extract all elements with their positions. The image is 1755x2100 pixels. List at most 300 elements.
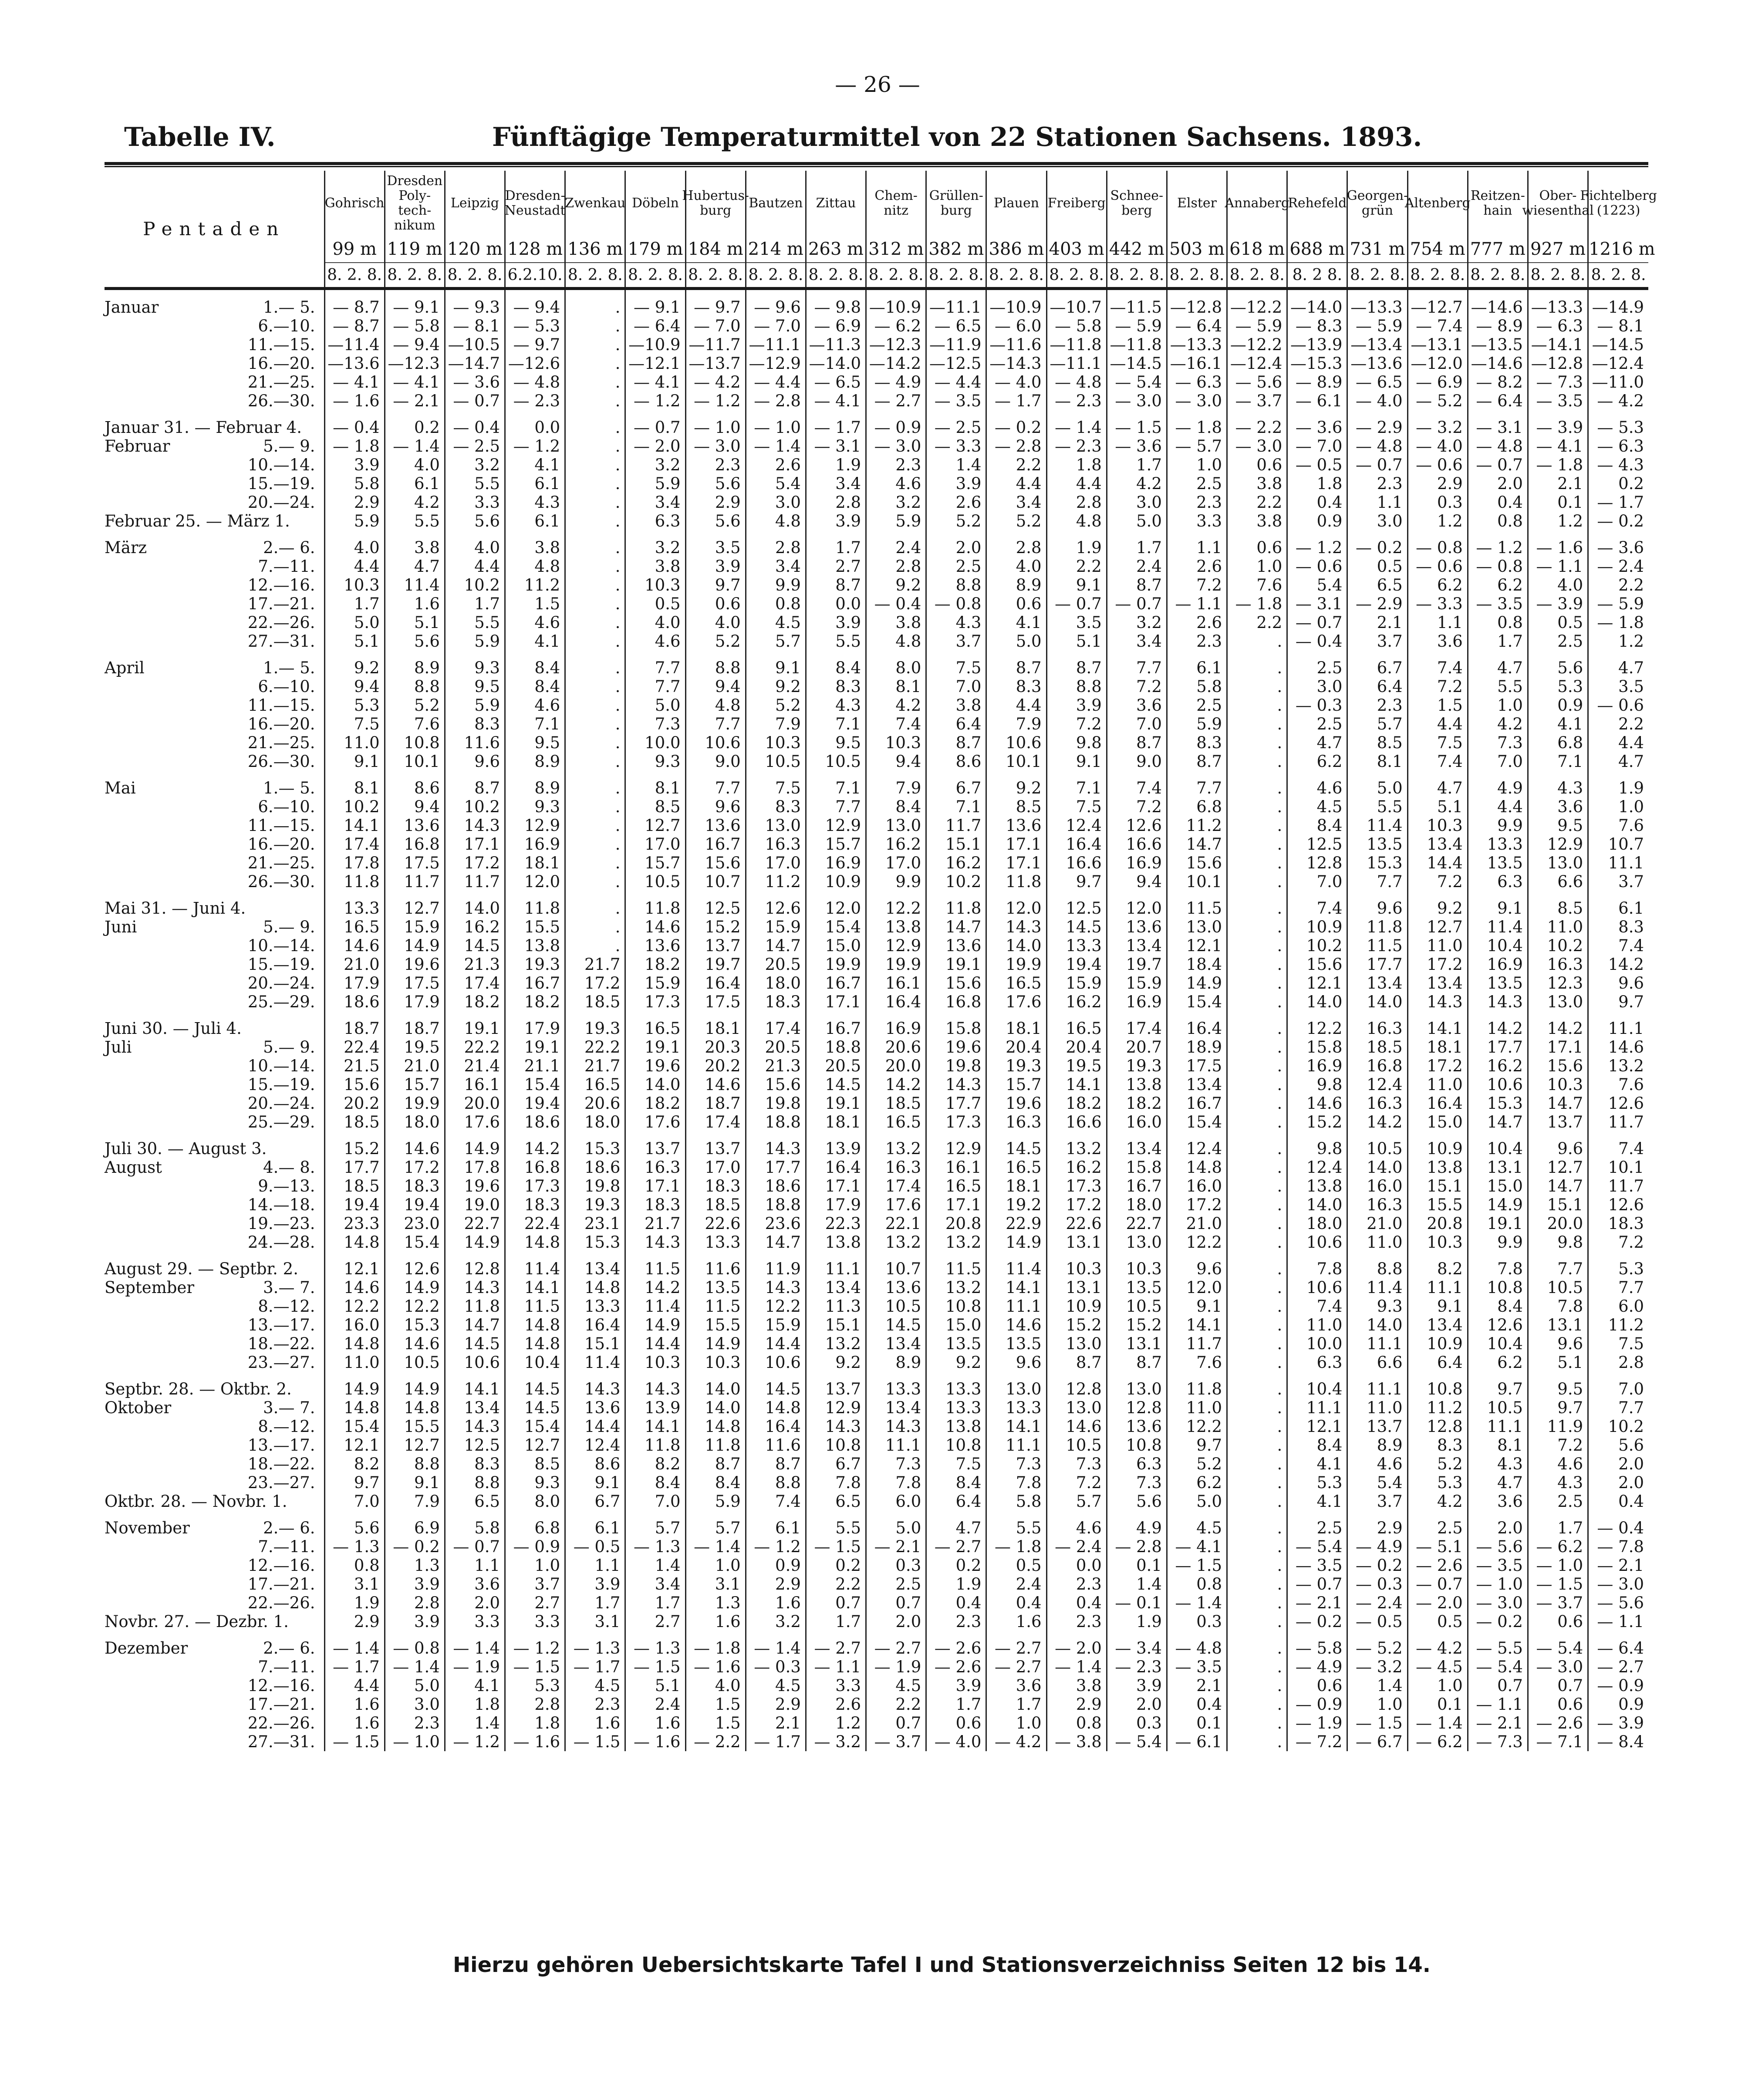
temperature-cell: 13.8 [505,936,565,955]
temperature-cell: 2.8 [986,538,1046,557]
temperature-cell: 1.5 [505,594,565,613]
temperature-cell: 17.0 [866,854,926,872]
temperature-cell: 5.2 [1407,1455,1468,1473]
temperature-cell: 14.5 [986,1139,1046,1158]
temperature-cell: 21.5 [324,1057,385,1075]
station-name: Grüllen- burg [929,188,983,218]
temperature-cell: 14.2 [625,1278,685,1297]
temperature-cell: 13.7 [1347,1417,1407,1436]
temperature-cell: 13.4 [1167,1075,1227,1094]
temperature-cell: 13.0 [746,816,806,835]
temperature-cell: 11.8 [685,1436,746,1455]
temperature-cell: 2.5 [1167,474,1227,493]
temperature-cell: 18.5 [324,1177,385,1195]
temperature-cell: 2.3 [866,456,926,474]
temperature-cell: 13.3 [926,1380,986,1398]
temperature-cell: 7.7 [625,658,685,677]
temperature-cell: 14.1 [625,1417,685,1436]
temperature-cell: 4.5 [866,1676,926,1695]
temperature-cell: . [1227,1492,1287,1511]
temperature-cell: . [1227,1473,1287,1492]
temperature-cell: — 1.0 [685,418,746,437]
temperature-cell: — 3.0 [1227,437,1287,456]
temperature-cell: 2.4 [986,1575,1046,1594]
temperature-cell: 18.8 [746,1195,806,1214]
temperature-cell: 2.5 [1167,696,1227,715]
temperature-cell: 14.0 [1347,1158,1407,1177]
temperature-cell: 4.3 [926,613,986,632]
temperature-cell: 3.6 [986,1676,1046,1695]
temperature-cell: 5.8 [324,474,385,493]
temperature-cell: 12.8 [1287,854,1347,872]
day-range: 27.—31. [247,632,315,651]
temperature-cell: — 6.9 [806,317,866,335]
temperature-cell: 11.8 [625,1436,685,1455]
temperature-cell: 18.1 [1407,1038,1468,1057]
temperature-cell: — 1.2 [505,1639,565,1658]
temperature-cell: — 1.7 [1588,493,1648,512]
temperature-cell: 8.9 [385,658,445,677]
station-altitude: 128 m [507,239,563,259]
temperature-cell: . [1227,733,1287,752]
temperature-cell: 5.3 [1528,677,1588,696]
temperature-cell: . [1227,1612,1287,1631]
day-range: 22.—26. [247,1714,315,1732]
temperature-cell: 17.4 [685,1113,746,1131]
pentad-cell [105,797,324,816]
temperature-cell: 17.7 [926,1094,986,1113]
temperature-cell: — 1.2 [746,1537,806,1556]
temperature-cell: — 3.7 [866,1732,926,1751]
page-number: — 26 — [835,72,920,97]
temperature-cell: 3.5 [685,538,746,557]
table-row [105,1612,1648,1631]
pentad-cell [105,317,324,335]
temperature-cell: 18.5 [324,1113,385,1131]
temperature-cell: 15.5 [1407,1195,1468,1214]
station-name: Altenberg [1404,196,1471,211]
temperature-cell: 17.5 [385,854,445,872]
temperature-cell: . [1227,1259,1287,1278]
temperature-cell: 6.0 [866,1492,926,1511]
temperature-cell: 15.4 [324,1417,385,1436]
temperature-cell: 19.1 [625,1038,685,1057]
temperature-cell: — 3.5 [926,392,986,410]
day-range: 4.— 8. [263,1158,315,1177]
temperature-cell: —14.1 [1528,335,1588,354]
temperature-cell: 0.4 [1287,493,1347,512]
temperature-cell: 2.6 [926,493,986,512]
temperature-cell: 13.3 [1468,835,1528,854]
temperature-cell: 13.6 [866,1278,926,1297]
temperature-cell: 7.0 [1588,1380,1648,1398]
temperature-cell: 9.6 [1167,1259,1227,1278]
temperature-cell: 13.5 [1468,854,1528,872]
temperature-cell: — 1.8 [1227,594,1287,613]
temperature-cell: — 5.7 [1167,437,1227,456]
temperature-cell: 18.0 [565,1113,625,1131]
temperature-cell: 8.5 [1347,733,1407,752]
temperature-cell: 9.1 [1407,1297,1468,1316]
temperature-cell: 15.9 [385,918,445,936]
day-range: 27.—31. [247,1732,315,1751]
temperature-cell: 3.6 [1528,797,1588,816]
temperature-cell: 14.2 [1588,955,1648,974]
day-range: 17.—21. [247,1575,315,1594]
temperature-cell: — 1.8 [1528,456,1588,474]
temperature-cell: 4.0 [324,538,385,557]
temperature-cell: 13.7 [625,1139,685,1158]
temperature-cell: — 2.1 [1287,1594,1347,1612]
temperature-cell: 9.1 [1046,752,1107,771]
temperature-cell: 4.7 [1588,658,1648,677]
temperature-cell: 18.3 [685,1177,746,1195]
temperature-cell: 5.0 [385,1676,445,1695]
temperature-cell: — 3.2 [1347,1658,1407,1676]
temperature-cell: 8.5 [986,797,1046,816]
temperature-cell: 14.1 [1167,1316,1227,1334]
temperature-cell: 4.8 [685,696,746,715]
temperature-cell: —12.3 [866,335,926,354]
temperature-cell: 15.6 [926,974,986,993]
temperature-cell: 9.6 [986,1353,1046,1372]
temperature-cell: —10.7 [1046,298,1107,317]
temperature-cell: 2.8 [505,1695,565,1714]
temperature-cell: 6.2 [1167,1473,1227,1492]
temperature-cell: 13.1 [1107,1334,1167,1353]
temperature-cell: . [1227,1214,1287,1233]
temperature-cell: 7.0 [324,1492,385,1511]
temperature-cell: 1.0 [1227,557,1287,576]
temperature-cell: 1.8 [505,1714,565,1732]
temperature-cell: 2.1 [746,1714,806,1732]
day-range: 15.—19. [247,955,315,974]
temperature-cell: 8.3 [445,715,505,733]
temperature-cell: 10.3 [1107,1259,1167,1278]
temperature-cell: 2.2 [806,1575,866,1594]
temperature-cell: 2.9 [746,1695,806,1714]
temperature-cell: 11.1 [1347,1334,1407,1353]
temperature-cell: 0.2 [806,1556,866,1575]
table-row [105,918,1648,936]
temperature-cell: 1.7 [1528,1519,1588,1537]
group-spacer [105,410,1648,418]
temperature-cell: 11.5 [685,1297,746,1316]
temperature-cell: 13.8 [806,1233,866,1252]
temperature-cell: 13.0 [1528,854,1588,872]
temperature-cell: 19.7 [685,955,746,974]
temperature-cell: — 3.0 [1468,1594,1528,1612]
temperature-cell: 3.9 [1107,1676,1167,1695]
temperature-cell: — 3.0 [1107,392,1167,410]
temperature-cell: 0.0 [1046,1556,1107,1575]
day-range: 1.— 5. [263,779,315,797]
day-range: 2.— 6. [263,1519,315,1537]
temperature-cell: 16.7 [806,1019,866,1038]
temperature-cell: 22.6 [1046,1214,1107,1233]
temperature-cell: 9.8 [1287,1075,1347,1094]
temperature-cell: . [1227,1676,1287,1695]
temperature-cell: 2.7 [625,1612,685,1631]
table-row [105,1195,1648,1214]
temperature-cell: — 9.4 [505,298,565,317]
temperature-cell: 15.8 [1107,1158,1167,1177]
station-name: Freiberg [1047,196,1106,211]
temperature-cell: — 6.4 [1588,1639,1648,1658]
temperature-cell: — 4.1 [1528,437,1588,456]
temperature-cell: 7.1 [1528,752,1588,771]
temperature-cell: 7.6 [1227,576,1287,594]
temperature-cell: 14.6 [685,1075,746,1094]
temperature-cell: — 1.8 [986,1537,1046,1556]
temperature-cell: — 4.1 [324,373,385,392]
temperature-cell: 13.7 [685,936,746,955]
temperature-cell: 11.6 [746,1436,806,1455]
temperature-cell: — 0.4 [324,418,385,437]
temperature-cell: 17.1 [1528,1038,1588,1057]
temperature-cell: 10.9 [806,872,866,891]
temperature-cell: 19.6 [445,1177,505,1195]
temperature-cell: . [565,715,625,733]
temperature-cell: — 0.9 [505,1537,565,1556]
temperature-cell: — 1.8 [685,1639,746,1658]
temperature-cell: 16.2 [1046,993,1107,1011]
pentad-cell [105,974,324,993]
temperature-cell: 14.1 [445,1380,505,1398]
temperature-cell: 4.9 [1107,1519,1167,1537]
temperature-cell: 11.1 [1588,854,1648,872]
station-altitude: 136 m [567,239,623,259]
temperature-cell: 8.9 [505,752,565,771]
temperature-cell: 3.7 [926,632,986,651]
temperature-cell: 8.3 [1588,918,1648,936]
month-label: Oktbr. 28. — Novbr. 1. [105,1492,287,1511]
temperature-cell: . [1227,974,1287,993]
temperature-cell: 18.2 [1107,1094,1167,1113]
temperature-cell: 13.5 [986,1334,1046,1353]
temperature-cell: 8.4 [505,677,565,696]
temperature-cell: 11.0 [1407,936,1468,955]
temperature-cell: . [565,493,625,512]
temperature-cell: 12.8 [1046,1380,1107,1398]
temperature-cell: 8.8 [685,658,746,677]
temperature-cell: 14.5 [445,936,505,955]
temperature-cell: 9.7 [1528,1398,1588,1417]
temperature-cell: 13.3 [565,1297,625,1316]
temperature-cell: 2.3 [1167,493,1227,512]
temperature-cell: 11.1 [1468,1417,1528,1436]
temperature-cell: 21.3 [746,1057,806,1075]
temperature-cell: 9.1 [746,658,806,677]
temperature-cell: — 3.0 [1588,1575,1648,1594]
temperature-cell: —12.4 [1588,354,1648,373]
temperature-cell: 5.2 [1167,1455,1227,1473]
temperature-cell: 15.2 [1107,1316,1167,1334]
temperature-cell: . [565,658,625,677]
table-row [105,835,1648,854]
temperature-cell: 7.1 [505,715,565,733]
temperature-cell: 16.5 [926,1177,986,1195]
temperature-cell: —11.3 [806,335,866,354]
temperature-cell: 7.0 [1468,752,1528,771]
temperature-cell: 10.8 [806,1436,866,1455]
station-header [1167,171,1227,289]
temperature-cell: — 3.0 [1528,1658,1588,1676]
temperature-cell: 7.2 [1046,1473,1107,1492]
temperature-cell: . [565,733,625,752]
temperature-cell: 16.2 [926,854,986,872]
table-row [105,1695,1648,1714]
temperature-cell: 13.6 [926,936,986,955]
temperature-cell: — 0.4 [866,594,926,613]
temperature-cell: 1.5 [1407,696,1468,715]
temperature-cell: 14.9 [385,1278,445,1297]
temperature-cell: — 7.0 [746,317,806,335]
temperature-cell: 13.4 [1407,974,1468,993]
temperature-cell: 10.6 [1468,1075,1528,1094]
temperature-cell: —14.6 [1468,354,1528,373]
temperature-cell: 18.4 [1167,955,1227,974]
temperature-cell: — 5.4 [1107,1732,1167,1751]
day-range: 1.— 5. [263,298,315,317]
temperature-cell: — 1.5 [505,1658,565,1676]
day-range: 12.—16. [247,1556,315,1575]
temperature-cell: . [565,835,625,854]
temperature-cell: 7.6 [1588,1075,1648,1094]
temperature-cell: —13.3 [1528,298,1588,317]
day-range: 6.—10. [258,677,315,696]
temperature-cell: 17.1 [445,835,505,854]
temperature-cell: —12.3 [385,354,445,373]
temperature-cell: 0.2 [926,1556,986,1575]
pentad-cell [105,1094,324,1113]
temperature-cell: — 1.6 [505,1732,565,1751]
temperature-cell: 20.5 [806,1057,866,1075]
temperature-cell: 4.4 [986,474,1046,493]
temperature-cell: 11.1 [986,1297,1046,1316]
temperature-cell: 14.9 [1468,1195,1528,1214]
station-header [1522,171,1594,289]
temperature-cell: 6.3 [1468,872,1528,891]
group-spacer [105,1631,1648,1639]
temperature-cell: 1.7 [1107,456,1167,474]
temperature-cell: 4.6 [1528,1455,1588,1473]
temperature-cell: 15.6 [746,1075,806,1094]
temperature-cell: —11.0 [1588,373,1648,392]
temperature-cell: 5.7 [1347,715,1407,733]
table-row [105,1038,1648,1057]
temperature-cell: 18.1 [986,1019,1046,1038]
temperature-cell: 3.9 [385,1575,445,1594]
temperature-cell: 15.9 [625,974,685,993]
temperature-cell: 11.8 [1347,918,1407,936]
temperature-cell: 4.3 [806,696,866,715]
day-range: 24.—28. [247,1233,315,1252]
temperature-cell: 18.0 [1107,1195,1167,1214]
temperature-cell: — 5.2 [1407,392,1468,410]
temperature-cell: — 5.5 [1468,1639,1528,1658]
temperature-cell: — 6.4 [1167,317,1227,335]
temperature-cell: 5.4 [1287,576,1347,594]
temperature-cell: . [565,373,625,392]
temperature-cell: 18.6 [746,1177,806,1195]
temperature-cell: 3.7 [1347,632,1407,651]
temperature-cell: — 1.4 [746,1639,806,1658]
temperature-cell: 4.4 [1046,474,1107,493]
temperature-cell: . [1227,1233,1287,1252]
temperature-cell: 15.4 [385,1233,445,1252]
pentad-cell [105,1233,324,1252]
day-range: 13.—17. [247,1436,315,1455]
temperature-cell: 3.0 [385,1695,445,1714]
temperature-cell: — 2.7 [986,1658,1046,1676]
temperature-cell: — 1.7 [565,1658,625,1676]
temperature-cell: 17.4 [445,974,505,993]
temperature-cell: 6.7 [806,1455,866,1473]
temperature-cell: 6.3 [1287,1353,1347,1372]
temperature-cell: 14.8 [385,1398,445,1417]
month-label: November [105,1519,190,1537]
temperature-cell: 3.9 [926,1676,986,1695]
temperature-cell: 4.0 [986,557,1046,576]
temperature-cell: 14.2 [505,1139,565,1158]
temperature-cell: 3.9 [1046,696,1107,715]
temperature-cell: 6.4 [926,1492,986,1511]
temperature-cell: 2.5 [866,1575,926,1594]
temperature-cell: 5.6 [324,1519,385,1537]
station-header [746,171,806,289]
station-name: Schnee- berg [1110,188,1164,218]
temperature-cell: 10.8 [1107,1436,1167,1455]
temperature-cell: 12.9 [926,1139,986,1158]
temperature-cell: 0.6 [926,1714,986,1732]
temperature-cell: 2.6 [1167,557,1227,576]
temperature-cell: 3.8 [505,538,565,557]
temperature-cell: 8.6 [385,779,445,797]
temperature-cell: 10.2 [445,576,505,594]
temperature-cell: 1.7 [986,1695,1046,1714]
station-header [866,171,926,289]
temperature-cell: 13.3 [926,1398,986,1417]
temperature-cell: 5.2 [746,696,806,715]
temperature-cell: 6.7 [1347,658,1407,677]
temperature-cell: 10.2 [1588,1417,1648,1436]
temperature-cell: 19.5 [1046,1057,1107,1075]
temperature-cell: — 1.8 [324,437,385,456]
temperature-cell: 21.7 [565,1057,625,1075]
temperature-cell: 19.9 [866,955,926,974]
temperature-cell: 2.5 [1287,715,1347,733]
temperature-cell: 13.7 [685,1139,746,1158]
pentad-cell [105,298,324,317]
observation-times: 8. 2. 8. [746,262,805,287]
temperature-cell: 4.9 [1468,779,1528,797]
temperature-cell: 7.4 [1287,1297,1347,1316]
temperature-cell: — 0.7 [1407,1575,1468,1594]
temperature-cell: 9.9 [1468,1233,1528,1252]
temperature-cell: 13.2 [1046,1139,1107,1158]
temperature-cell: — 1.5 [565,1732,625,1751]
temperature-cell: 12.4 [1046,816,1107,835]
temperature-cell: 5.7 [625,1519,685,1537]
temperature-cell: 8.7 [806,576,866,594]
temperature-cell: 1.2 [1588,632,1648,651]
temperature-cell: 13.5 [685,1278,746,1297]
temperature-cell: — 1.8 [1167,418,1227,437]
temperature-cell: —15.3 [1287,354,1347,373]
month-label: August [105,1158,162,1177]
temperature-cell: 13.6 [385,816,445,835]
